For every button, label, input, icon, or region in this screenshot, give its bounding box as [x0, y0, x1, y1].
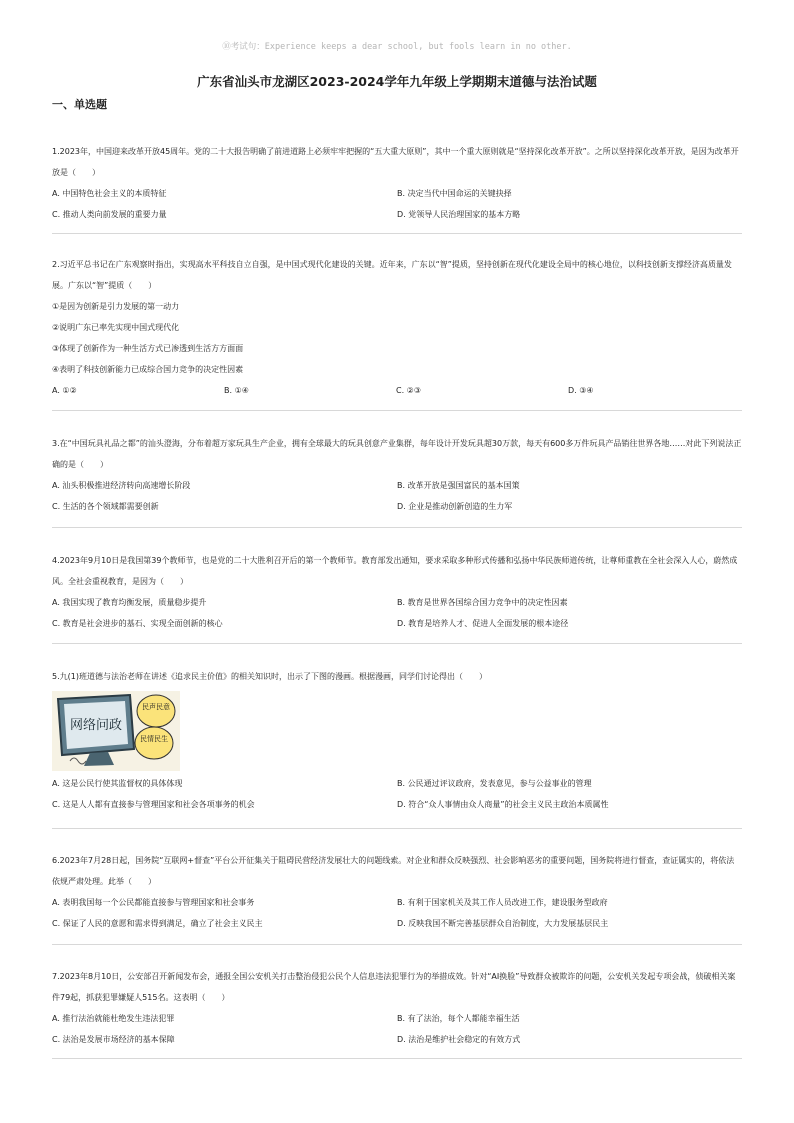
option-b[interactable]: B. 有利于国家机关及其工作人员改进工作，建设服务型政府 [397, 898, 608, 907]
question-6 [52, 850, 742, 934]
question-stem: 4.2023年9月10日是我国第39个教师节，也是党的二十大胜利召开后的第一个教师节。教育部发出通知，要求采取多种形式传播和弘扬中华民族师道传统，让尊师重教在全社会深入人心，蔚然成风。全社会重视教育，是因为（ ） [52, 556, 738, 586]
statement-3: ③体现了创新作为一种生活方式已渗透到生活方方面面 [52, 344, 244, 353]
question-stem: 3.在“中国玩具礼品之都”的汕头澄海，分布着超万家玩具生产企业，拥有全球最大的玩具创意产业集群，每年设计开发玩具超30万款，每天有600多万件玩具产品销往世界各地……对此下列说法正确的是（ ） [52, 439, 742, 469]
option-a[interactable]: A. 这是公民行使其监督权的具体体现 [52, 779, 183, 788]
option-b[interactable]: B. 公民通过评议政府，发表意见，参与公益事业的管理 [397, 779, 592, 788]
option-b[interactable]: B. 教育是世界各国综合国力竞争中的决定性因素 [397, 598, 568, 607]
option-d[interactable]: D. 企业是推动创新创造的生力军 [397, 502, 513, 511]
question-3 [52, 433, 742, 517]
question-stem: 1.2023年，中国迎来改革开放45周年。党的二十大报告明确了前进道路上必须牢牢把握的“五大重大原则”，其中一个重大原则就是“坚持深化改革开放”。之所以坚持深化改革开放，是因为改革开放是（ ） [52, 147, 739, 177]
statement-2: ②说明广东已率先实现中国式现代化 [52, 323, 180, 332]
option-a[interactable]: A. 中国特色社会主义的本质特征 [52, 189, 167, 198]
option-c[interactable]: C. 推动人类向前发展的重要力量 [52, 210, 167, 219]
question-4 [52, 550, 742, 634]
option-c[interactable]: C. ②③ [396, 386, 422, 395]
statement-4: ④表明了科技创新能力已成综合国力竞争的决定性因素 [52, 365, 244, 374]
page-title: 广东省汕头市龙湖区2023-2024学年九年级上学期期末道德与法治试题 [197, 74, 597, 89]
speech-bubble-1 [137, 695, 175, 727]
divider [52, 410, 742, 411]
question-7 [52, 966, 742, 1050]
option-a[interactable]: A. 我国实现了教育均衡发展，质量稳步提升 [52, 598, 207, 607]
divider [52, 527, 742, 528]
option-a[interactable]: A. 表明我国每一个公民都能直接参与管理国家和社会事务 [52, 898, 255, 907]
option-c[interactable]: C. 这是人人都有直接参与管理国家和社会各项事务的机会 [52, 800, 255, 809]
option-c[interactable]: C. 保证了人民的意愿和需求得到满足，确立了社会主义民主 [52, 919, 263, 928]
option-b[interactable]: B. 改革开放是强国富民的基本国策 [397, 481, 520, 490]
speech-bubble-2 [135, 727, 173, 759]
option-d[interactable]: D. ③④ [568, 386, 594, 395]
question-stem: 5.九(1)班道德与法治老师在讲述《追求民主价值》的相关知识时，出示了下图的漫画。根据漫画，同学们讨论得出（ ） [52, 672, 487, 681]
option-d[interactable]: D. 反映我国不断完善基层群众自治制度，大力发展基层民主 [397, 919, 609, 928]
cartoon-image [52, 691, 180, 771]
option-d[interactable]: D. 符合“众人事情由众人商量”的社会主义民主政治本质属性 [397, 800, 609, 809]
divider [52, 233, 742, 234]
bubble-1-text: 民声民意 [142, 703, 170, 711]
statement-1: ①是因为创新是引力发展的第一动力 [52, 302, 180, 311]
screen-text: 网络问政 [69, 718, 123, 733]
divider [52, 828, 742, 829]
watermark: ⑩考试句：Experience keeps a dear school, but fools learn in no other. [222, 42, 572, 52]
option-a[interactable]: A. 汕头积极推进经济转向高速增长阶段 [52, 481, 191, 490]
option-d[interactable]: D. 党领导人民治理国家的基本方略 [397, 210, 521, 219]
option-c[interactable]: C. 生活的各个领域都需要创新 [52, 502, 159, 511]
option-a[interactable]: A. 推行法治就能杜绝发生违法犯罪 [52, 1014, 175, 1023]
divider [52, 1058, 742, 1059]
question-5 [52, 666, 742, 815]
option-d[interactable]: D. 教育是培养人才、促进人全面发展的根本途径 [397, 619, 569, 628]
option-b[interactable]: B. 有了法治，每个人都能幸福生活 [397, 1014, 520, 1023]
question-stem: 2.习近平总书记在广东观察时指出，实现高水平科技自立自强，是中国式现代化建设的关键。近年来，广东以“智”提质，坚持创新在现代化建设全局中的核心地位，以科技创新支撑经济高质量发展。广东以“智”提质（ ） [52, 260, 732, 290]
option-a[interactable]: A. ①② [52, 386, 77, 395]
divider [52, 643, 742, 644]
option-b[interactable]: B. 决定当代中国命运的关键抉择 [397, 189, 512, 198]
bubble-2-text: 民情民生 [140, 735, 168, 743]
section-heading: 一、单选题 [52, 98, 107, 111]
question-stem: 6.2023年7月28日起，国务院“互联网+督查”平台公开征集关于阻碍民营经济发展壮大的问题线索。对企业和群众反映强烈、社会影响恶劣的重要问题，国务院将进行督查，查证属实的，将依法依规严肃处理。此举（ ） [52, 856, 735, 886]
option-c[interactable]: C. 教育是社会进步的基石、实现全面创新的核心 [52, 619, 223, 628]
option-d[interactable]: D. 法治是维护社会稳定的有效方式 [397, 1035, 521, 1044]
option-c[interactable]: C. 法治是发展市场经济的基本保障 [52, 1035, 175, 1044]
question-stem: 7.2023年8月10日，公安部召开新闻发布会，通报全国公安机关打击整治侵犯公民个人信息违法犯罪行为的举措成效。针对“AI换脸”导致群众被欺诈的问题，公安机关发起专项会战，侦破相关案件79起，抓获犯罪嫌疑人515名。这表明（ ） [52, 972, 736, 1002]
question-2 [52, 254, 742, 401]
divider [52, 944, 742, 945]
option-b[interactable]: B. ①④ [224, 386, 249, 395]
question-1 [52, 141, 742, 225]
